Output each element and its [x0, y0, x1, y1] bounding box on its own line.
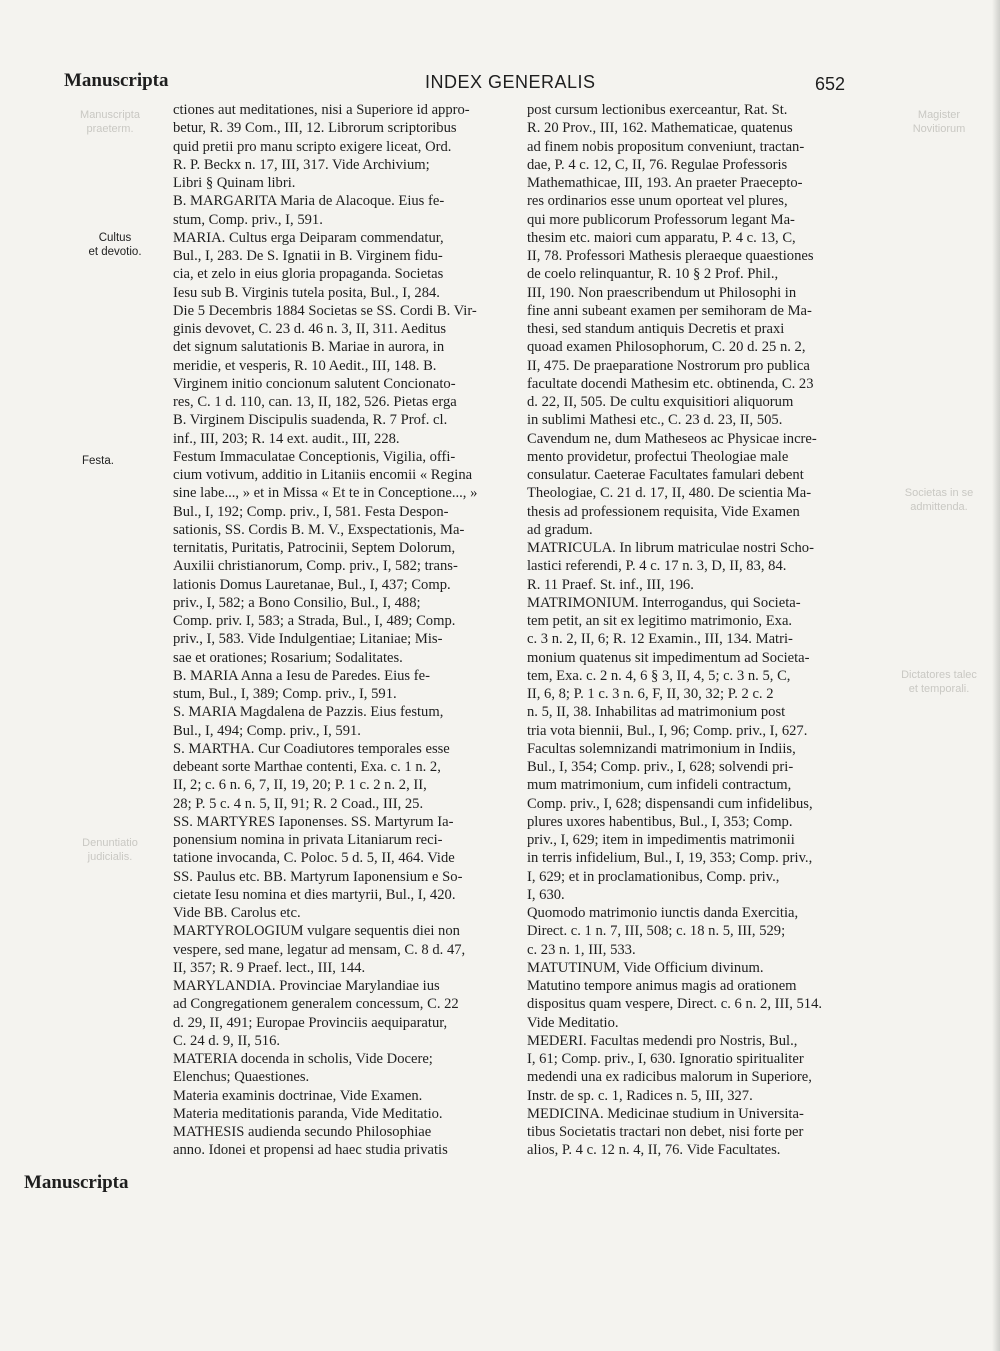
text-line: SS. Paulus etc. BB. Martyrum Iaponensium e So-: [173, 868, 463, 885]
text-line: priv., I, 583. Vide Indulgentiae; Litaniae; Mis-: [173, 631, 443, 648]
text-line: meridie, et vesperis, R. 10 Aedit., III, 148. B.: [173, 357, 437, 374]
text-line: MATHESIS audienda secundo Philosophiae: [173, 1124, 432, 1140]
text-line: c. 3 n. 2, II, 6; R. 12 Examin., III, 134. Matri-: [527, 631, 793, 648]
text-line: stum, Bul., I, 389; Comp. priv., I, 591.: [173, 686, 397, 702]
text-line: II, 6, 8; P. 1 c. 3 n. 6, F, II, 30, 32; P. 2 c. 2: [527, 686, 774, 702]
text-line: S. MARTHA. Cur Coadiutores temporales esse: [173, 740, 450, 757]
bleed-through-left-lower: Denuntiatio judicialis.: [82, 837, 138, 863]
text-line: Vide BB. Carolus etc.: [173, 905, 301, 921]
text-line: Festum Immaculatae Conceptionis, Vigilia, offi-: [173, 448, 456, 465]
text-line: post cursum lectionibus exerceantur, Rat. St.: [527, 102, 788, 118]
text-line: Die 5 Decembris 1884 Societas se SS. Cordi B. Vir-: [173, 302, 477, 319]
text-line: ad finem nobis propositum conveniunt, tractan-: [527, 138, 805, 155]
right-text-column: [527, 101, 867, 1160]
margin-note-festa: Festa.: [82, 455, 114, 467]
text-line: tem, Exa. c. 2 n. 4, 6 § 3, II, 4, 5; c. 3 n. 5, C,: [527, 667, 791, 684]
text-line: mento providetur, profectui Theologiae male: [527, 448, 789, 465]
text-line: S. MARIA Magdalena de Pazzis. Eius festum,: [173, 704, 444, 721]
text-line: Vide Meditatio.: [527, 1014, 619, 1031]
text-line: sine labe..., » et in Missa « Et te in Conceptione..., »: [173, 485, 478, 502]
text-line: tria vota biennii, Bul., I, 96; Comp. priv., I, 627.: [527, 722, 808, 739]
text-line: Cavendum ne, dum Matheseos ac Physicae incre-: [527, 430, 817, 447]
text-line: Matutino tempore animus magis ad orationem: [527, 978, 797, 994]
text-line: Comp. priv., I, 628; dispensandi cum infidelibus,: [527, 795, 813, 812]
text-line: 28; P. 5 c. 4 n. 5, II, 91; R. 2 Coad., III, 25.: [173, 795, 424, 812]
text-line: inf., III, 203; R. 14 ext. audit., III, 228.: [173, 430, 400, 447]
text-line: alios, P. 4 c. 12 n. 4, II, 76. Vide Facultates.: [527, 1142, 781, 1159]
text-line: ponensium nomina in privata Litaniarum reci-: [173, 832, 443, 848]
text-line: Materia meditationis paranda, Vide Meditatio.: [173, 1105, 443, 1122]
text-line: thesim etc. maiori cum apparatu, P. 4 c. 13, C,: [527, 229, 796, 246]
text-line: priv., I, 582; a Bono Consilio, Bul., I, 488;: [173, 594, 421, 611]
text-line: MATRICULA. In librum matriculae nostri Scho-: [527, 540, 814, 556]
text-line: priv., I, 629; item in impedimentis matrimonii: [527, 832, 795, 848]
text-line: lationis Domus Lauretanae, Bul., I, 437; Comp.: [173, 576, 451, 593]
text-line: vespere, sed mane, legatur ad mensam, C. 8 d. 47,: [173, 941, 466, 958]
text-line: MARYLANDIA. Provinciae Marylandiae ius: [173, 978, 440, 994]
bleed-through-right-middle: Societas in se admittenda.: [904, 487, 974, 513]
text-line: MATUTINUM, Vide Officium divinum.: [527, 959, 764, 976]
text-line: R. 11 Praef. St. inf., III, 196.: [527, 576, 694, 593]
text-line: Comp. priv. I, 583; a Strada, Bul., I, 489; Comp.: [173, 613, 456, 629]
text-line: plures uxores habentibus, Bul., I, 353; Comp.: [527, 813, 793, 830]
text-line: Elenchus; Quaestiones.: [173, 1069, 310, 1086]
text-line: Iesu sub B. Virginis tutela posita, Bul., I, 284.: [173, 284, 440, 301]
text-line: sationis, SS. Cordis B. M. V., Exspectationis, Ma-: [173, 521, 465, 538]
text-line: in sublimi Mathesi etc., C. 23 d. 23, II, 505.: [527, 412, 783, 429]
text-line: MEDICINA. Medicinae studium in Universita-: [527, 1105, 804, 1122]
text-line: MEDERI. Facultas medendi pro Nostris, Bul.,: [527, 1032, 798, 1049]
text-line: sae et orationes; Rosarium; Sodalitates.: [173, 649, 403, 666]
text-line: Mathemathicae, III, 193. An praeter Praecepto-: [527, 175, 803, 191]
text-line: thesis ad professionem requisita, Vide Examen: [527, 503, 800, 520]
text-line: consulatur. Caeterae Facultates famulari debent: [527, 467, 804, 483]
text-line: debeant sorte Marthae contenti, Exa. c. 1 n. 2,: [173, 759, 441, 775]
text-line: MATRIMONIUM. Interrogandus, qui Societa-: [527, 594, 801, 611]
text-line: Facultas solemnizandi matrimonium in Indiis,: [527, 740, 796, 757]
running-head-left: Manuscripta: [64, 70, 169, 91]
text-line: Bul., I, 283. De S. Ignatii in B. Virginem fidu-: [173, 248, 443, 264]
text-line: n. 5, II, 38. Inhabilitas ad matrimonium post: [527, 704, 786, 721]
text-line: cia, et zelo in eius gloria propaganda. Societas: [173, 266, 444, 283]
bleed-through-left-top: Manuscripta praeterm.: [80, 109, 140, 135]
text-line: ad Congregationem generalem concessum, C. 22: [173, 996, 459, 1013]
text-line: quid pretii pro manu scripto exigere liceat, Ord.: [173, 138, 452, 155]
text-line: R. 20 Prov., III, 162. Mathematicae, quatenus: [527, 120, 793, 137]
text-line: facultate docendi Mathesim etc. obtinenda, C. 23: [527, 375, 814, 392]
text-line: II, 2; c. 6 n. 6, 7, II, 19, 20; P. 1 c. 2 n. 2, II,: [173, 777, 427, 794]
text-line: II, 357; R. 9 Praef. lect., III, 144.: [173, 959, 366, 976]
text-line: monium quatenus sit impedimentum ad Societa-: [527, 649, 810, 666]
text-line: quoad examen Philosophorum, C. 20 d. 25 n. 2,: [527, 339, 806, 356]
text-line: tatione invocanda, C. Poloc. 5 d. 5, II, 464. Vide: [173, 850, 455, 867]
text-line: Theologiae, C. 21 d. 17, II, 480. De scientia Ma-: [527, 485, 812, 502]
text-line: ginis devovet, C. 23 d. 46 n. 3, II, 311. Aeditus: [173, 321, 447, 337]
margin-note-cultus: Cultus et devotio.: [88, 232, 142, 258]
text-line: II, 475. De praeparatione Nostrorum pro publica: [527, 357, 810, 374]
bleed-through-right-lower: Dictatores talec et temporali.: [901, 669, 977, 695]
text-line: Instr. de sp. c. 1, Radices n. 5, III, 327.: [527, 1087, 753, 1104]
running-head-title: INDEX GENERALIS: [425, 72, 596, 92]
text-line: tibus Societatis tractari non debet, nisi forte per: [527, 1124, 804, 1140]
text-line: d. 29, II, 491; Europae Provinciis aequiparatur,: [173, 1014, 448, 1031]
text-line: Libri § Quinam libri.: [173, 175, 296, 191]
text-line: lastici referendi, P. 4 c. 17 n. 3, D, II, 83, 84.: [527, 558, 787, 575]
text-line: ad gradum.: [527, 521, 593, 538]
text-line: d. 22, II, 505. De cultu exquisitiori aliquorum: [527, 394, 794, 410]
text-line: III, 190. Non praescribendum ut Philosophi in: [527, 284, 797, 301]
text-line: B. MARIA Anna a Iesu de Paredes. Eius fe-: [173, 667, 430, 684]
text-line: I, 630.: [527, 886, 565, 903]
text-line: dispositus quam vespere, Direct. c. 6 n. 2, III, 514.: [527, 996, 823, 1013]
text-line: mum matrimonium, cum infideli contractum,: [527, 777, 792, 794]
text-line: thesi, sed standum antiquis Decretis et praxi: [527, 321, 785, 337]
text-line: tem petit, an sit ex legitimo matrimonio, Exa.: [527, 613, 793, 629]
text-line: cium votivum, additio in Litaniis encomii « Regina: [173, 467, 473, 483]
text-line: medendi una ex radicibus malorum in Superiore,: [527, 1069, 812, 1086]
text-line: B. Virginem Discipulis suadenda, R. 7 Prof. cl.: [173, 412, 448, 429]
text-line: Bul., I, 494; Comp. priv., I, 591.: [173, 722, 361, 739]
text-line: Materia examinis doctrinae, Vide Examen.: [173, 1087, 423, 1104]
footer-catchword: Manuscripta: [24, 1172, 129, 1193]
text-line: ternitatis, Puritatis, Patrocinii, Septem Dolorum,: [173, 540, 456, 556]
text-line: MARTYROLOGIUM vulgare sequentis diei non: [173, 923, 460, 940]
text-line: Bul., I, 354; Comp. priv., I, 628; solvendi pri-: [527, 759, 794, 775]
text-line: det signum salutationis B. Mariae in aurora, in: [173, 339, 445, 356]
text-line: B. MARGARITA Maria de Alacoque. Eius fe-: [173, 193, 445, 210]
text-line: c. 23 n. 1, III, 533.: [527, 941, 636, 958]
text-line: Auxilii christianorum, Comp. priv., I, 582; trans-: [173, 558, 458, 575]
text-line: cietate Iesu nomina et dies martyrii, Bul., I, 420.: [173, 886, 456, 903]
text-line: in terris infidelium, Bul., I, 19, 353; Comp. priv.,: [527, 850, 813, 867]
text-line: MARIA. Cultus erga Deiparam commendatur,: [173, 229, 444, 246]
text-line: stum, Comp. priv., I, 591.: [173, 211, 323, 228]
text-line: ctiones aut meditationes, nisi a Superiore id appro-: [173, 102, 470, 118]
text-line: R. P. Beckx n. 17, III, 317. Vide Archivium;: [173, 156, 430, 173]
text-line: anno. Idonei et propensi ad haec studia privatis: [173, 1142, 448, 1159]
text-line: Quomodo matrimonio iunctis danda Exercitia,: [527, 905, 799, 921]
text-line: de coelo relinquantur, R. 10 § 2 Prof. Phil.,: [527, 266, 779, 283]
text-line: SS. MARTYRES Iaponenses. SS. Martyrum Ia-: [173, 813, 454, 830]
text-line: II, 78. Professori Mathesis pleraeque quaestiones: [527, 248, 814, 264]
text-line: MATERIA docenda in scholis, Vide Docere;: [173, 1051, 433, 1067]
bleed-through-right-top: Magister Novitiorum: [912, 109, 966, 135]
left-text-column: [173, 101, 508, 1160]
text-line: res, C. 1 d. 110, can. 13, II, 182, 526. Pietas erga: [173, 394, 457, 410]
text-line: res ordinarios esse unum oporteat vel plures,: [527, 193, 788, 210]
text-line: Virginem initio concionum salutent Concionato-: [173, 375, 456, 392]
text-line: I, 61; Comp. priv., I, 630. Ignoratio spiritualiter: [527, 1051, 804, 1067]
text-line: fine anni subeant examen per semihoram de Ma-: [527, 302, 812, 319]
text-line: Direct. c. 1 n. 7, III, 508; c. 18 n. 5, III, 529;: [527, 923, 786, 940]
text-line: qui more publicorum Professorum legant Ma-: [527, 211, 795, 228]
text-line: I, 629; et in proclamationibus, Comp. priv.,: [527, 868, 780, 885]
page-number: 652: [815, 74, 846, 94]
text-line: betur, R. 39 Com., III, 12. Librorum scriptoribus: [173, 120, 457, 137]
text-line: Bul., I, 192; Comp. priv., I, 581. Festa Despon-: [173, 503, 449, 520]
text-line: C. 24 d. 9, II, 516.: [173, 1032, 281, 1049]
text-line: dae, P. 4 c. 12, C, II, 76. Regulae Professoris: [527, 156, 788, 173]
